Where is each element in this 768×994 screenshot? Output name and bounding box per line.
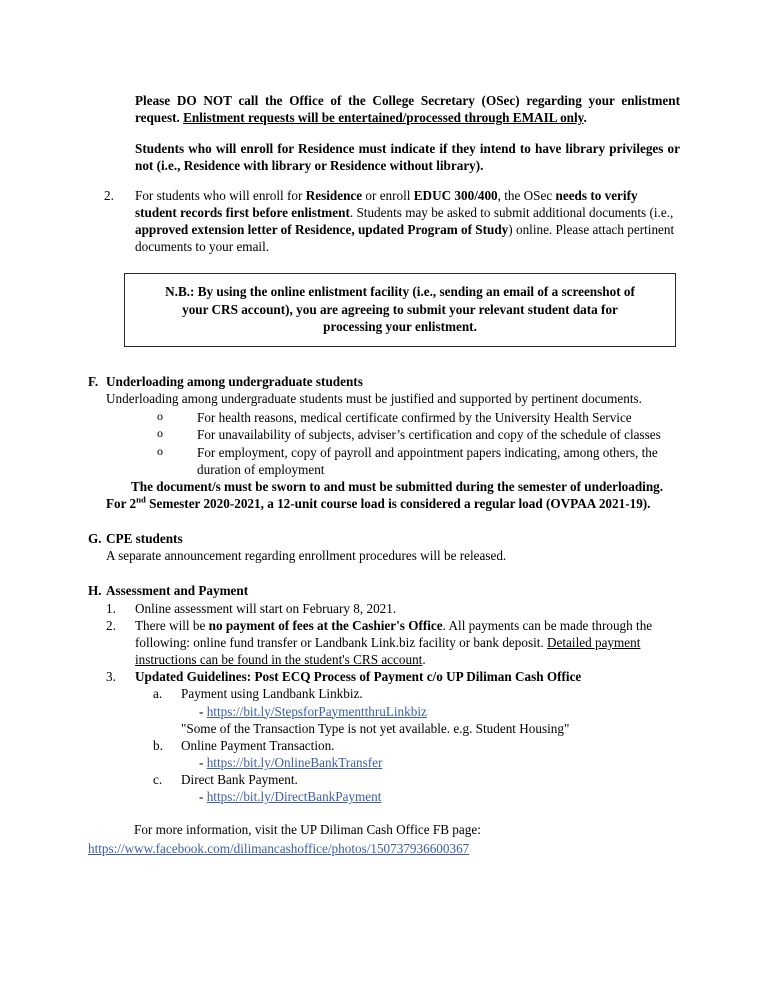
osec-notice-text-1: Please DO NOT call the Office of the College Secretary (OSec) regarding your enlistment request. <box>135 93 680 126</box>
circle-bullet-icon: o <box>157 409 163 424</box>
assessment-item-2-seg-1: There will be <box>135 617 209 633</box>
item2-seg-7: . Students may be asked to submit additional documents (i.e., <box>349 204 674 220</box>
nb-callout-box <box>124 273 676 347</box>
payment-option-c-link-row <box>135 788 690 805</box>
circle-bullet-icon: o <box>157 443 163 458</box>
payment-option-b-link[interactable]: https://bit.ly/OnlineBankTransfer <box>206 755 383 771</box>
underloading-bullet-employment-text: For employment, copy of payroll and appointment papers indicating, among others, the duration of employment <box>197 444 658 477</box>
osec-notice-text-3: . <box>583 110 587 126</box>
paragraph-osec-notice <box>0 92 768 126</box>
payment-option-c-link[interactable]: https://bit.ly/DirectBankPayment <box>206 789 382 805</box>
underloading-bullet-health <box>106 409 690 426</box>
payment-option-a-marker: a. <box>153 686 163 702</box>
osec-notice-text-underlined: Enlistment requests will be entertained/processed through EMAIL only <box>183 110 584 126</box>
item2-seg-3: or enroll <box>362 187 414 203</box>
item2-seg-8: approved extension letter of Residence, updated Program of Study <box>135 221 509 237</box>
payment-option-b-link-row <box>135 754 690 771</box>
assessment-item-2-marker: 2. <box>106 617 116 633</box>
payment-option-c-marker: c. <box>153 772 163 788</box>
item2-seg-4: EDUC 300/400 <box>413 187 498 203</box>
item2-seg-9: ) online. Please attach pertinent documents to your email. <box>135 221 675 255</box>
payment-option-b <box>135 737 690 754</box>
facebook-page-link[interactable]: https://www.facebook.com/dilimancashoffice/photos/150737936600367 <box>88 840 470 856</box>
section-g-letter: G. <box>88 531 102 547</box>
item2-seg-5: , the OSec <box>497 187 556 203</box>
section-f-underloading <box>0 373 768 512</box>
payment-option-c <box>135 771 690 788</box>
dash-prefix: - <box>199 703 207 719</box>
payment-option-b-marker: b. <box>153 737 163 753</box>
underloading-bullet-unavailability <box>106 426 690 443</box>
payment-option-b-text: Online Payment Transaction. <box>181 737 335 753</box>
load-note-ordinal-suffix: nd <box>136 494 146 505</box>
numbered-item-2-marker: 2. <box>104 187 114 203</box>
section-g-cpe-students <box>0 530 768 564</box>
underloading-load-note <box>106 494 690 512</box>
load-note-prefix: For 2 <box>106 495 137 511</box>
assessment-item-1-marker: 1. <box>106 600 116 616</box>
section-h-assessment-payment <box>0 582 768 805</box>
assessment-item-3 <box>106 668 690 805</box>
section-f-letter: F. <box>88 373 99 389</box>
paragraph-residence-library-notice <box>0 140 768 174</box>
underloading-bullet-health-text: For health reasons, medical certificate confirmed by the University Health Service <box>197 410 632 426</box>
assessment-item-3-text: Updated Guidelines: Post ECQ Process of Payment c/o UP Diliman Cash Office <box>135 669 582 685</box>
residence-library-text: Students who will enroll for Residence must indicate if they intend to have library privileges or not (i.e., Residence with library or Residence without library). <box>135 141 680 174</box>
assessment-item-1 <box>106 600 690 617</box>
payment-option-a-link[interactable]: https://bit.ly/StepsforPaymentthruLinkbiz <box>206 703 427 719</box>
payment-option-a <box>135 685 690 702</box>
assessment-item-3-marker: 3. <box>106 669 116 685</box>
circle-bullet-icon: o <box>157 426 163 441</box>
section-h-title: Assessment and Payment <box>106 583 249 599</box>
assessment-item-2-seg-4: Detailed payment instructions can be found in the student's CRS account <box>135 634 641 668</box>
assessment-item-2-seg-5: . <box>422 652 426 668</box>
footer-more-information <box>0 821 768 856</box>
dash-prefix: - <box>199 789 207 805</box>
item2-seg-1: For students who will enroll for <box>135 187 306 203</box>
underloading-sworn-note: The document/s must be sworn to and must be submitted during the semester of underloading. <box>131 478 664 494</box>
payment-option-a-text: Payment using Landbank Linkbiz. <box>181 686 363 702</box>
section-g-title: CPE students <box>106 531 183 547</box>
item2-seg-6: needs to verify student records first before enlistment <box>135 187 638 220</box>
section-h-letter: H. <box>88 583 102 599</box>
assessment-item-2-seg-2: no payment of fees at the Cashier's Office <box>208 617 443 633</box>
footer-text: For more information, visit the UP Diliman Cash Office FB page: <box>134 822 481 838</box>
payment-option-a-link-row <box>135 703 690 720</box>
nb-callout-text: N.B.: By using the online enlistment facility (i.e., sending an email of a screenshot of your CRS account), you are agreeing to submit your relevant student data for processing your enlistment. <box>165 284 635 335</box>
numbered-item-2 <box>0 187 768 256</box>
underloading-bullet-unavailability-text: For unavailability of subjects, adviser’s certification and copy of the schedule of classes <box>197 427 661 443</box>
load-note-rest: Semester 2020-2021, a 12-unit course load is considered a regular load (OVPAA 2021-19). <box>145 495 651 511</box>
assessment-item-1-text: Online assessment will start on February 8, 2021. <box>135 600 397 616</box>
section-g-body: A separate announcement regarding enrollment procedures will be released. <box>106 548 507 564</box>
dash-prefix: - <box>199 755 207 771</box>
assessment-item-list <box>106 600 690 806</box>
section-f-title: Underloading among undergraduate students <box>106 373 363 389</box>
footer-link-row <box>88 840 690 857</box>
item2-seg-2: Residence <box>305 187 363 203</box>
section-f-body: Underloading among undergraduate students must be justified and supported by pertinent documents. <box>106 391 642 407</box>
assessment-item-2-seg-3: . All payments can be made through the following: online fund transfer or Landbank Link.biz facility or bank deposit. <box>135 617 653 650</box>
payment-option-c-text: Direct Bank Payment. <box>181 772 298 788</box>
payment-option-a-note: "Some of the Transaction Type is not yet available. e.g. Student Housing" <box>181 720 570 736</box>
assessment-item-2 <box>106 617 690 668</box>
underloading-bullet-employment <box>106 444 690 478</box>
